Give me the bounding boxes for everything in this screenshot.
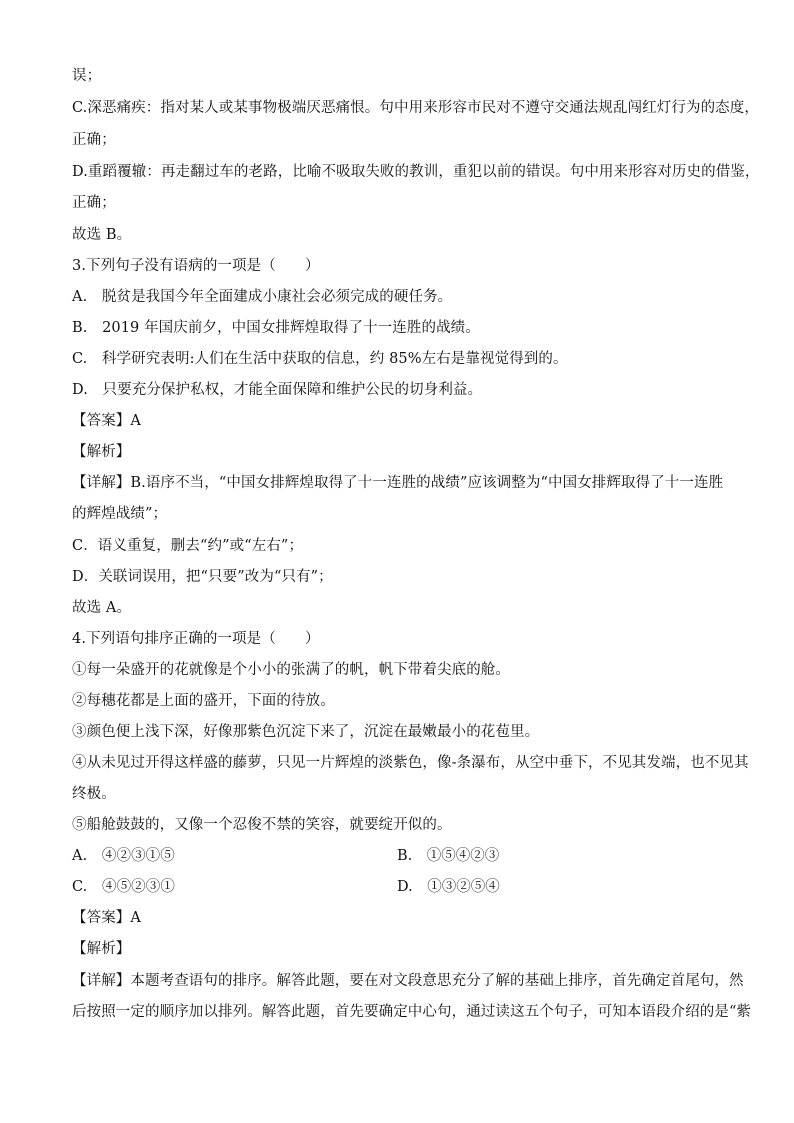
text-line: 误； [72,68,102,84]
text-line: C．语义重复，删去“约”或“左右”； [72,538,304,554]
text-line: C.深恶痛疾：指对某人或某事物极端厌恶痛恨。句中用来形容市民对不遵守交通法规乱闯红灯行为的态度， [72,100,759,116]
text-line: A. 脱贫是我国今年全面建成小康社会必须完成的硬任务。 [72,289,453,305]
text-line: ③颜色便上浅下深，好像那紫色沉淀下来了，沉淀在最嫩最小的花苞里。 [72,724,540,740]
text-line: ④从未见过开得这样盛的藤萝，只见一片辉煌的淡紫色，像-条瀑布，从空中垂下，不见其发端，也不见其 [72,755,749,771]
text-line: 【答案】A [72,413,141,429]
text-line: D. 只要充分保护私权，才能全面保障和维护公民的切身利益。 [72,382,483,398]
text-line: 终极。 [72,786,116,802]
text-line: C. ④⑤②③① [72,879,175,895]
text-line: D．关联词误用，把“只要”改为“只有”； [72,569,333,585]
text-line: 正确； [72,195,116,211]
text-line: 故选 A。 [72,600,132,616]
text-line: 【详解】B.语序不当，“中国女排辉煌取得了十一连胜的战绩”应该调整为“中国女排辉取得了十一连胜 [72,475,724,491]
text-line: B. 2019 年国庆前夕，中国女排辉煌取得了十一连胜的战绩。 [72,320,480,336]
option-right: B. ①⑤④②③ [397,848,500,864]
text-line: ⑤船舱鼓鼓的，又像一个忍俊不禁的笑容，就要绽开似的。 [72,817,452,833]
text-line: 【解析】 [72,444,131,460]
text-line: 故选 B。 [72,227,132,243]
text-line: 后按照一定的顺序加以排列。解答此题，首先要确定中心句，通过读这五个句子，可知本语段介绍的是“紫 [72,1004,752,1020]
text-line: 【详解】本题考查语句的排序。解答此题，要在对文段意思充分了解的基础上排序，首先确定首尾句，然 [72,973,744,989]
text-line: ①每一朵盛开的花就像是个小小的张满了的帆，帆下带着尖底的舱。 [72,662,510,678]
text-line: C. 科学研究表明:人们在生活中获取的信息，约 85%左右是靠视觉得到的。 [72,351,568,367]
text-line: 正确； [72,132,116,148]
text-line: 【答案】A [72,910,141,926]
text-line: 3.下列句子没有语病的一项是（ ） [72,258,320,274]
text-line: A. ④②③①⑤ [72,848,175,864]
text-line: ②每穗花都是上面的盛开，下面的待放。 [72,693,335,709]
text-line: 的辉煌战绩”； [72,506,168,522]
option-right: D. ①③②⑤④ [397,879,500,895]
text-line: 4.下列语句排序正确的一项是（ ） [72,631,320,647]
text-line: D.重蹈覆辙：再走翻过车的老路，比喻不吸取失败的教训，重犯以前的错误。句中用来形容对历史的借鉴， [72,164,760,180]
text-line: 【解析】 [72,941,131,957]
